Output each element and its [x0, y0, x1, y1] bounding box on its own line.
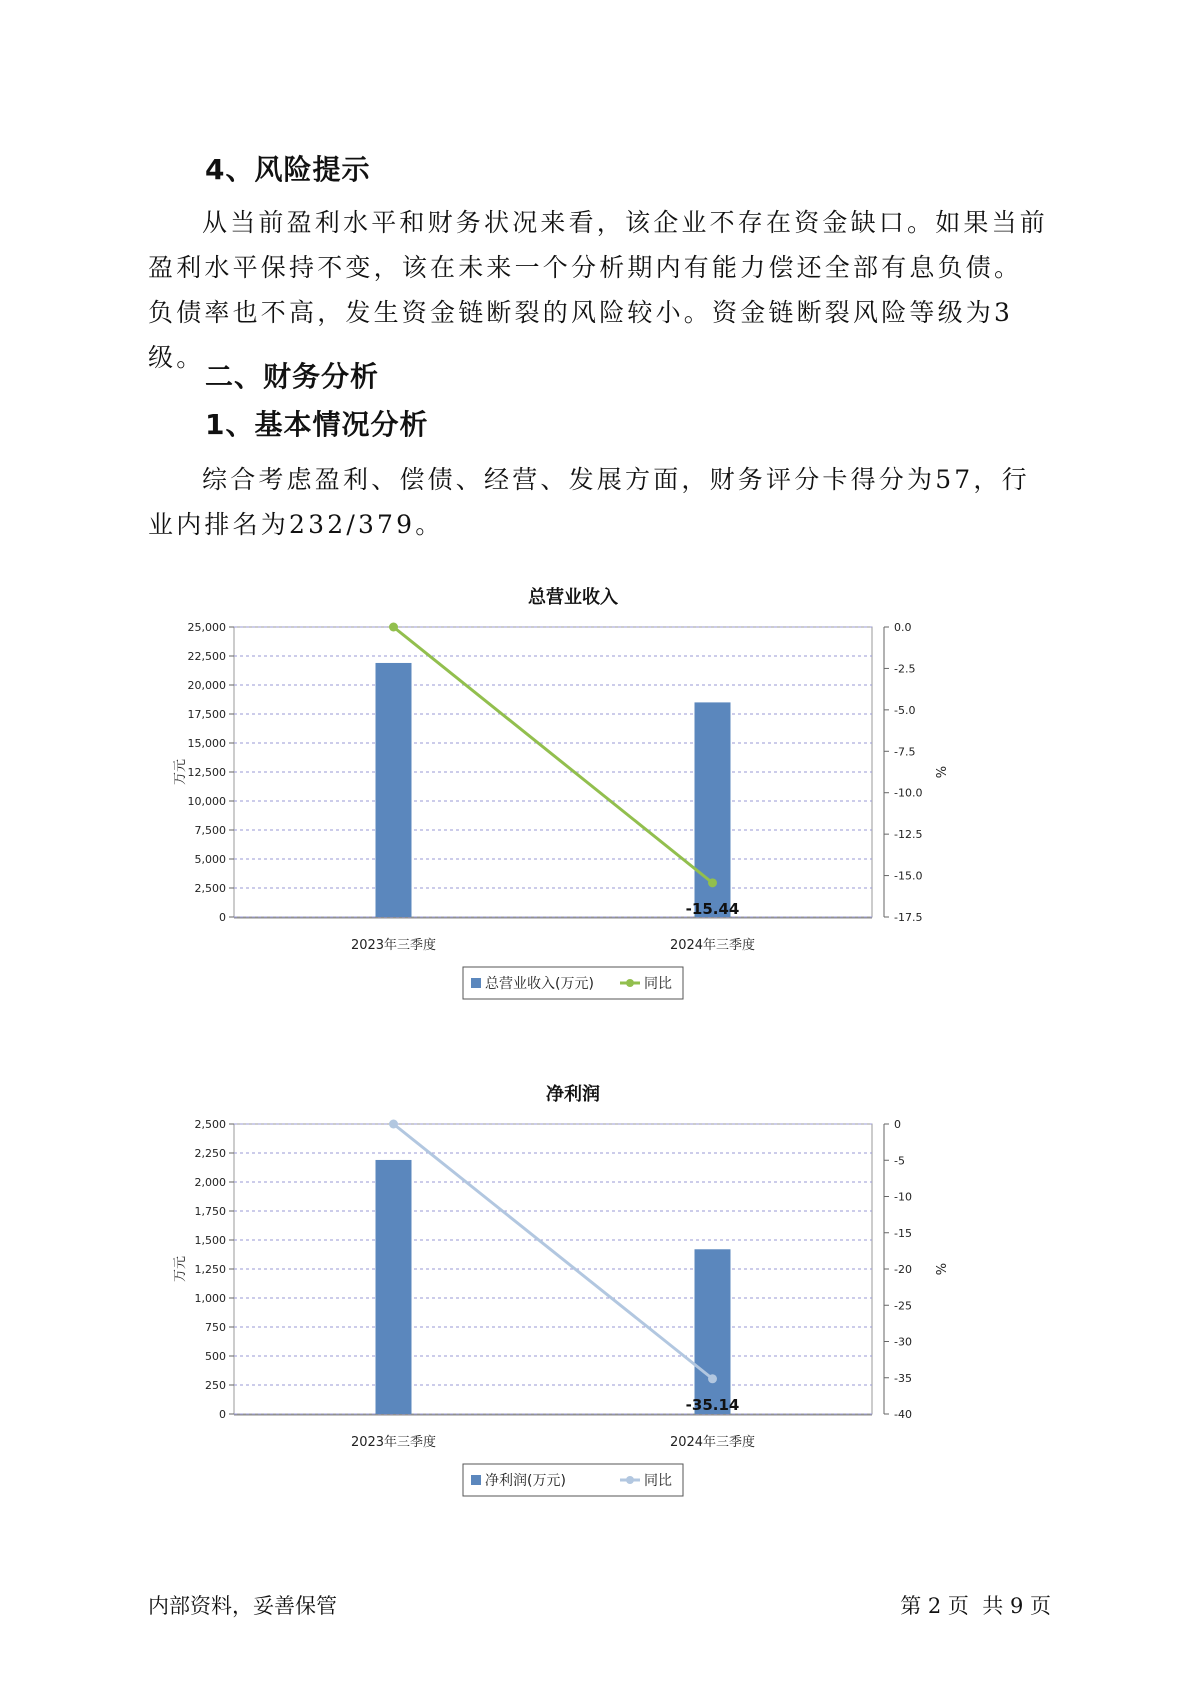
- chart0-y-axis-label: 万元: [173, 758, 188, 786]
- chart1-bar: [695, 1249, 731, 1414]
- chart0-title: 总营业收入: [528, 587, 618, 608]
- chart1-y-tick-label: 500: [205, 1350, 226, 1363]
- chart1-y2-axis-label: %: [935, 1262, 950, 1276]
- chart0-y-tick-label: 0: [219, 911, 226, 924]
- chart1-y2-tick-label: -40: [894, 1408, 912, 1421]
- chart1-line-series: [394, 1124, 713, 1379]
- chart1-y-tick-label: 250: [205, 1379, 226, 1392]
- chart0-y2-tick-label: -12.5: [894, 828, 923, 842]
- chart1-legend-line-label: 同比: [644, 1473, 672, 1489]
- chart0-x-tick-label: 2024年三季度: [669, 938, 756, 953]
- financial-analysis-heading: 二、财务分析: [205, 360, 380, 393]
- footer-left: 内部资料，妥善保管: [148, 1594, 337, 1618]
- basic-analysis-paragraph: 综合考虑盈利、偿债、经营、发展方面，财务评分卡得分为57，行业内排名为232/379。: [148, 465, 1030, 539]
- chart1-y2-tick-label: -35: [894, 1371, 912, 1385]
- chart1-y-tick-label: 1,000: [194, 1292, 226, 1305]
- chart0-y-tick-label: 20,000: [187, 679, 226, 692]
- net-profit-chart: [170, 1072, 1050, 1542]
- chart1-line-point: [708, 1374, 717, 1383]
- chart0-legend-line-label: 同比: [644, 976, 672, 992]
- revenue-chart: [170, 575, 1050, 1045]
- chart0-y2-tick-label: -17.5: [894, 911, 923, 924]
- chart1-y-tick-label: 1,250: [194, 1263, 226, 1276]
- chart0-y-tick-label: 15,000: [187, 737, 226, 750]
- chart1-y2-tick-label: -30: [894, 1335, 912, 1349]
- chart0-y-tick-label: 10,000: [187, 795, 226, 808]
- chart0-line-point: [389, 623, 398, 632]
- chart1-legend-line-dot: [626, 1476, 634, 1484]
- chart0-x-tick-label: 2023年三季度: [350, 938, 437, 953]
- chart1-legend-bar-swatch: [471, 1475, 481, 1485]
- chart1-title: 净利润: [546, 1084, 600, 1105]
- footer-page-number: 第 2 页 共 9 页: [900, 1594, 1051, 1618]
- chart0-y-tick-label: 7,500: [194, 824, 226, 837]
- chart0-line-point: [708, 878, 717, 887]
- chart1-y2-tick-label: -15: [894, 1226, 912, 1240]
- chart0-line-series: [394, 627, 713, 883]
- chart1-y-axis-label: 万元: [173, 1255, 188, 1283]
- chart1-x-tick-label: 2023年三季度: [350, 1435, 437, 1450]
- chart1-y2-tick-label: -10: [894, 1190, 912, 1204]
- chart0-legend-bar-swatch: [471, 978, 481, 988]
- chart1-y2-tick-label: 0: [894, 1118, 901, 1131]
- chart1-line-point: [389, 1120, 398, 1129]
- chart0-y2-tick-label: -15.0: [894, 869, 923, 883]
- chart1-y-tick-label: 1,750: [194, 1205, 226, 1218]
- chart1-y2-tick-label: -5: [894, 1154, 905, 1168]
- basic-analysis-heading: 1、基本情况分析: [205, 408, 429, 441]
- chart0-y2-tick-label: 0.0: [894, 621, 912, 634]
- chart0-legend-bar-label: 总营业收入(万元): [485, 976, 594, 992]
- chart0-y2-tick-label: -7.5: [894, 745, 916, 759]
- chart0-y-tick-label: 17,500: [187, 708, 226, 721]
- chart0-y-tick-label: 5,000: [194, 853, 226, 866]
- chart0-y-tick-label: 25,000: [187, 621, 226, 634]
- chart0-y2-tick-label: -2.5: [894, 662, 916, 676]
- net-profit-chart-svg: [170, 1072, 1050, 1542]
- chart0-data-label: -15.44: [685, 899, 740, 918]
- chart1-y-tick-label: 0: [219, 1408, 226, 1421]
- chart1-y-tick-label: 2,000: [194, 1176, 226, 1189]
- chart0-bar: [376, 663, 412, 917]
- chart0-y2-axis-label: %: [935, 765, 950, 779]
- risk-paragraph: 从当前盈利水平和财务状况来看，该企业不存在资金缺口。如果当前盈利水平保持不变，该在未来一个分析期内有能力偿还全部有息负债。负债率也不高，发生资金链断裂的风险较小。资金链断裂风险等级为3级。: [148, 208, 1049, 372]
- chart1-y-tick-label: 750: [205, 1321, 226, 1334]
- chart1-y2-tick-label: -25: [894, 1299, 912, 1313]
- chart1-legend-bar-label: 净利润(万元): [485, 1473, 566, 1489]
- chart1-y-tick-label: 2,500: [194, 1118, 226, 1131]
- chart1-y2-tick-label: -20: [894, 1263, 912, 1276]
- chart1-bar: [376, 1160, 412, 1414]
- chart0-legend-line-dot: [626, 979, 634, 987]
- chart1-y-tick-label: 2,250: [194, 1147, 226, 1160]
- chart0-y2-tick-label: -5.0: [894, 703, 916, 717]
- chart1-x-tick-label: 2024年三季度: [669, 1435, 756, 1450]
- chart0-y2-tick-label: -10.0: [894, 786, 923, 800]
- risk-heading: 4、风险提示: [205, 153, 371, 186]
- chart1-data-label: -35.14: [685, 1395, 740, 1414]
- chart0-y-tick-label: 2,500: [194, 882, 226, 895]
- chart0-y-tick-label: 12,500: [187, 766, 226, 779]
- chart0-y-tick-label: 22,500: [187, 650, 226, 663]
- chart1-y-tick-label: 1,500: [194, 1234, 226, 1247]
- revenue-chart-svg: [170, 575, 1050, 1045]
